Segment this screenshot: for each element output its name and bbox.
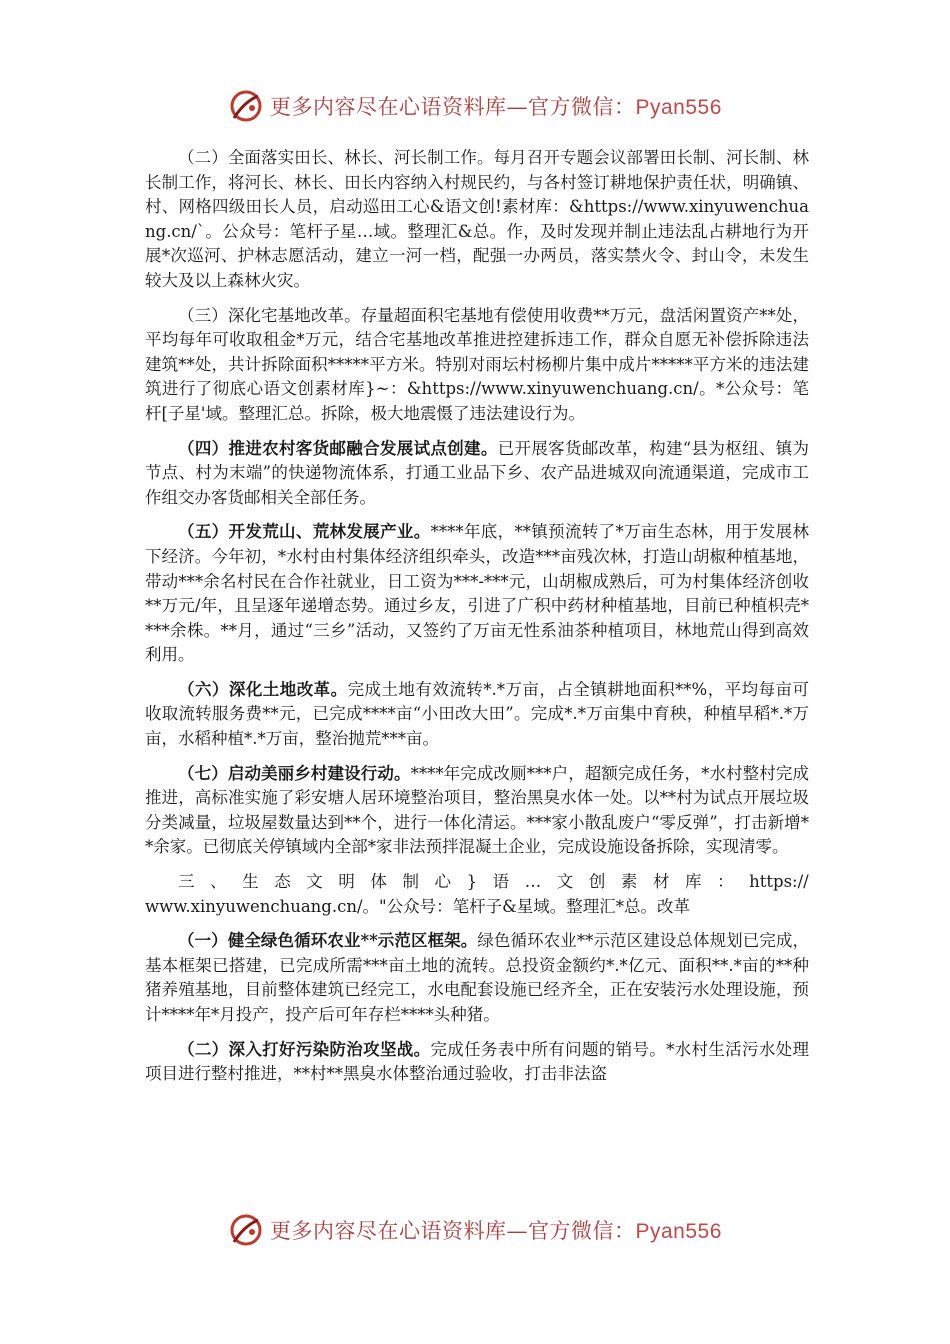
- document-body: [145, 146, 809, 1097]
- heading-char: 文: [306, 872, 323, 892]
- brush-logo-icon: [228, 88, 264, 124]
- paragraph: （五）开发荒山、荒林发展产业。****年底，**镇预流转了*万亩生态林，用于发展林下经济。今年初，*水村由村集体经济组织牵头，改造***亩残次林，打造山胡椒种植基地，带动***余名村民在合作社就业，日工资为***-***元，山胡椒成熟后，可为村集体经济创收**万元/年，且呈逐年递增态势。通过乡友，引进了广积中药材种植基地，目前已种植枳壳****余株。**月，通过“三乡”活动，又签约了万亩无性系油茶种植项目，林地荒山得到高效利用。: [145, 522, 810, 665]
- paragraph: （七）启动美丽乡村建设行动。****年完成改厕***户，超额完成任务，*水村整村完成推进，高标准实施了彩安塘人居环境整治项目，整治黑臭水体一处。以**村为试点开展垃圾分类减量，垃圾屋数量达到**个，进行一体化清运。***家小散乱废户“零反弹”，打击新增**余家。已彻底关停镇域内全部*家非法预拌混凝土企业，完成设施设备拆除，实现清零。: [145, 763, 810, 857]
- heading-char: …: [524, 872, 542, 892]
- heading-char: }: [466, 872, 478, 892]
- paragraph: （二）深入打好污染防治攻坚战。完成任务表中所有问题的销号。*水村生活污水处理项目进行整村推进，**村**黑臭水体整治通过验收，打击非法盗: [145, 1039, 810, 1084]
- paragraph: （二）全面落实田长、林长、河长制工作。每月召开专题会议部署田长制、河长制、林长制工作，将河长、林长、田长内容纳入村规民约，与各村签订耕地保护责任状，明确镇、村、网格四级田长人员，启动巡田工心&语文创!素材库：&https://www.xinyuwenchuang.cn/`。公众号：笔杆子星…域。整理汇&总。作，及时发现并制止违法乱占耕地行为开展*次巡河、护林志愿活动，建立一河一档，配强一办两员，落实禁火令、封山令，未发生较大及以上森林火灾。: [145, 148, 809, 290]
- heading-char: 素: [620, 872, 638, 892]
- heading-char: 态: [274, 872, 291, 892]
- heading-char: ：: [717, 872, 734, 892]
- heading-char: 体: [370, 872, 387, 892]
- heading-char: 、: [210, 872, 227, 892]
- header-banner: [228, 86, 722, 126]
- wechat-id: Pyan556: [635, 96, 722, 119]
- banner-text: 更多内容尽在心语资料库—官方微信：Pyan556: [270, 1219, 722, 1243]
- section-heading-line2: www.xinyuwenchuang.cn/。"公众号：笔杆子&星域。整理汇*总。改革: [145, 896, 691, 916]
- heading-char: 库: [685, 872, 702, 892]
- heading-char: 制: [402, 872, 419, 892]
- brush-logo-icon: [228, 1212, 264, 1248]
- paragraph: （三）深化宅基地改革。存量超面积宅基地有偿使用收费**万元，盘活闲置资产**处，平均每年可收取租金*万元，结合宅基地改革推进控建拆违工作，群众自愿无补偿拆除违法建筑**处，共计拆除面积*****平方米。特别对雨坛村杨柳片集中成片*****平方米的违法建筑进行了彻底心语文创素材库}~：&https://www.xinyuwenchuang.cn/。*公众号：笔杆[子星'域。整理汇总。拆除，极大地震慑了违法建设行为。: [145, 305, 809, 423]
- wechat-id: Pyan556: [635, 1220, 722, 1243]
- heading-char: 文: [556, 872, 574, 892]
- heading-char: 三: [178, 872, 195, 892]
- paragraph: （一）健全绿色循环农业**示范区框架。绿色循环农业**示范区建设总体规划已完成，基本框架已搭建，已完成所需***亩土地的流转。总投资金额约*.*亿元、面积**.*亩的**种猪养殖基地，目前整体建筑已经完工，水电配套设施已经齐全，正在安装污水处理设施，预计****年*月投产，投产后可年存栏****头种猪。: [145, 931, 810, 1024]
- paragraph: （四）推进农村客货邮融合发展试点创建。已开展客货邮改革，构建“县为枢纽、镇为节点、村为末端”的快递物流体系，打通工业品下乡、农产品进城双向流通渠道，完成市工作组交办客货邮相关全部任务。: [145, 438, 810, 507]
- banner-text: 更多内容尽在心语资料库—官方微信：Pyan556: [270, 95, 722, 119]
- section-heading-three: [145, 870, 809, 919]
- heading-char: 心: [434, 872, 451, 892]
- heading-char: 生: [242, 872, 259, 892]
- heading-char: 语: [492, 872, 510, 892]
- heading-char: https://: [749, 872, 809, 892]
- footer-banner: [228, 1210, 722, 1250]
- heading-char: 创: [588, 872, 606, 892]
- heading-char: 材: [652, 872, 670, 892]
- heading-char: 明: [338, 872, 355, 892]
- paragraph: （六）深化土地改革。完成土地有效流转*.*万亩，占全镇耕地面积**%，平均每亩可收取流转服务费**元，已完成****亩“小田改大田”。完成*.*万亩集中育秧，种植早稻*.*万亩，水稻种植*.*万亩，整治抛荒***亩。: [145, 679, 809, 749]
